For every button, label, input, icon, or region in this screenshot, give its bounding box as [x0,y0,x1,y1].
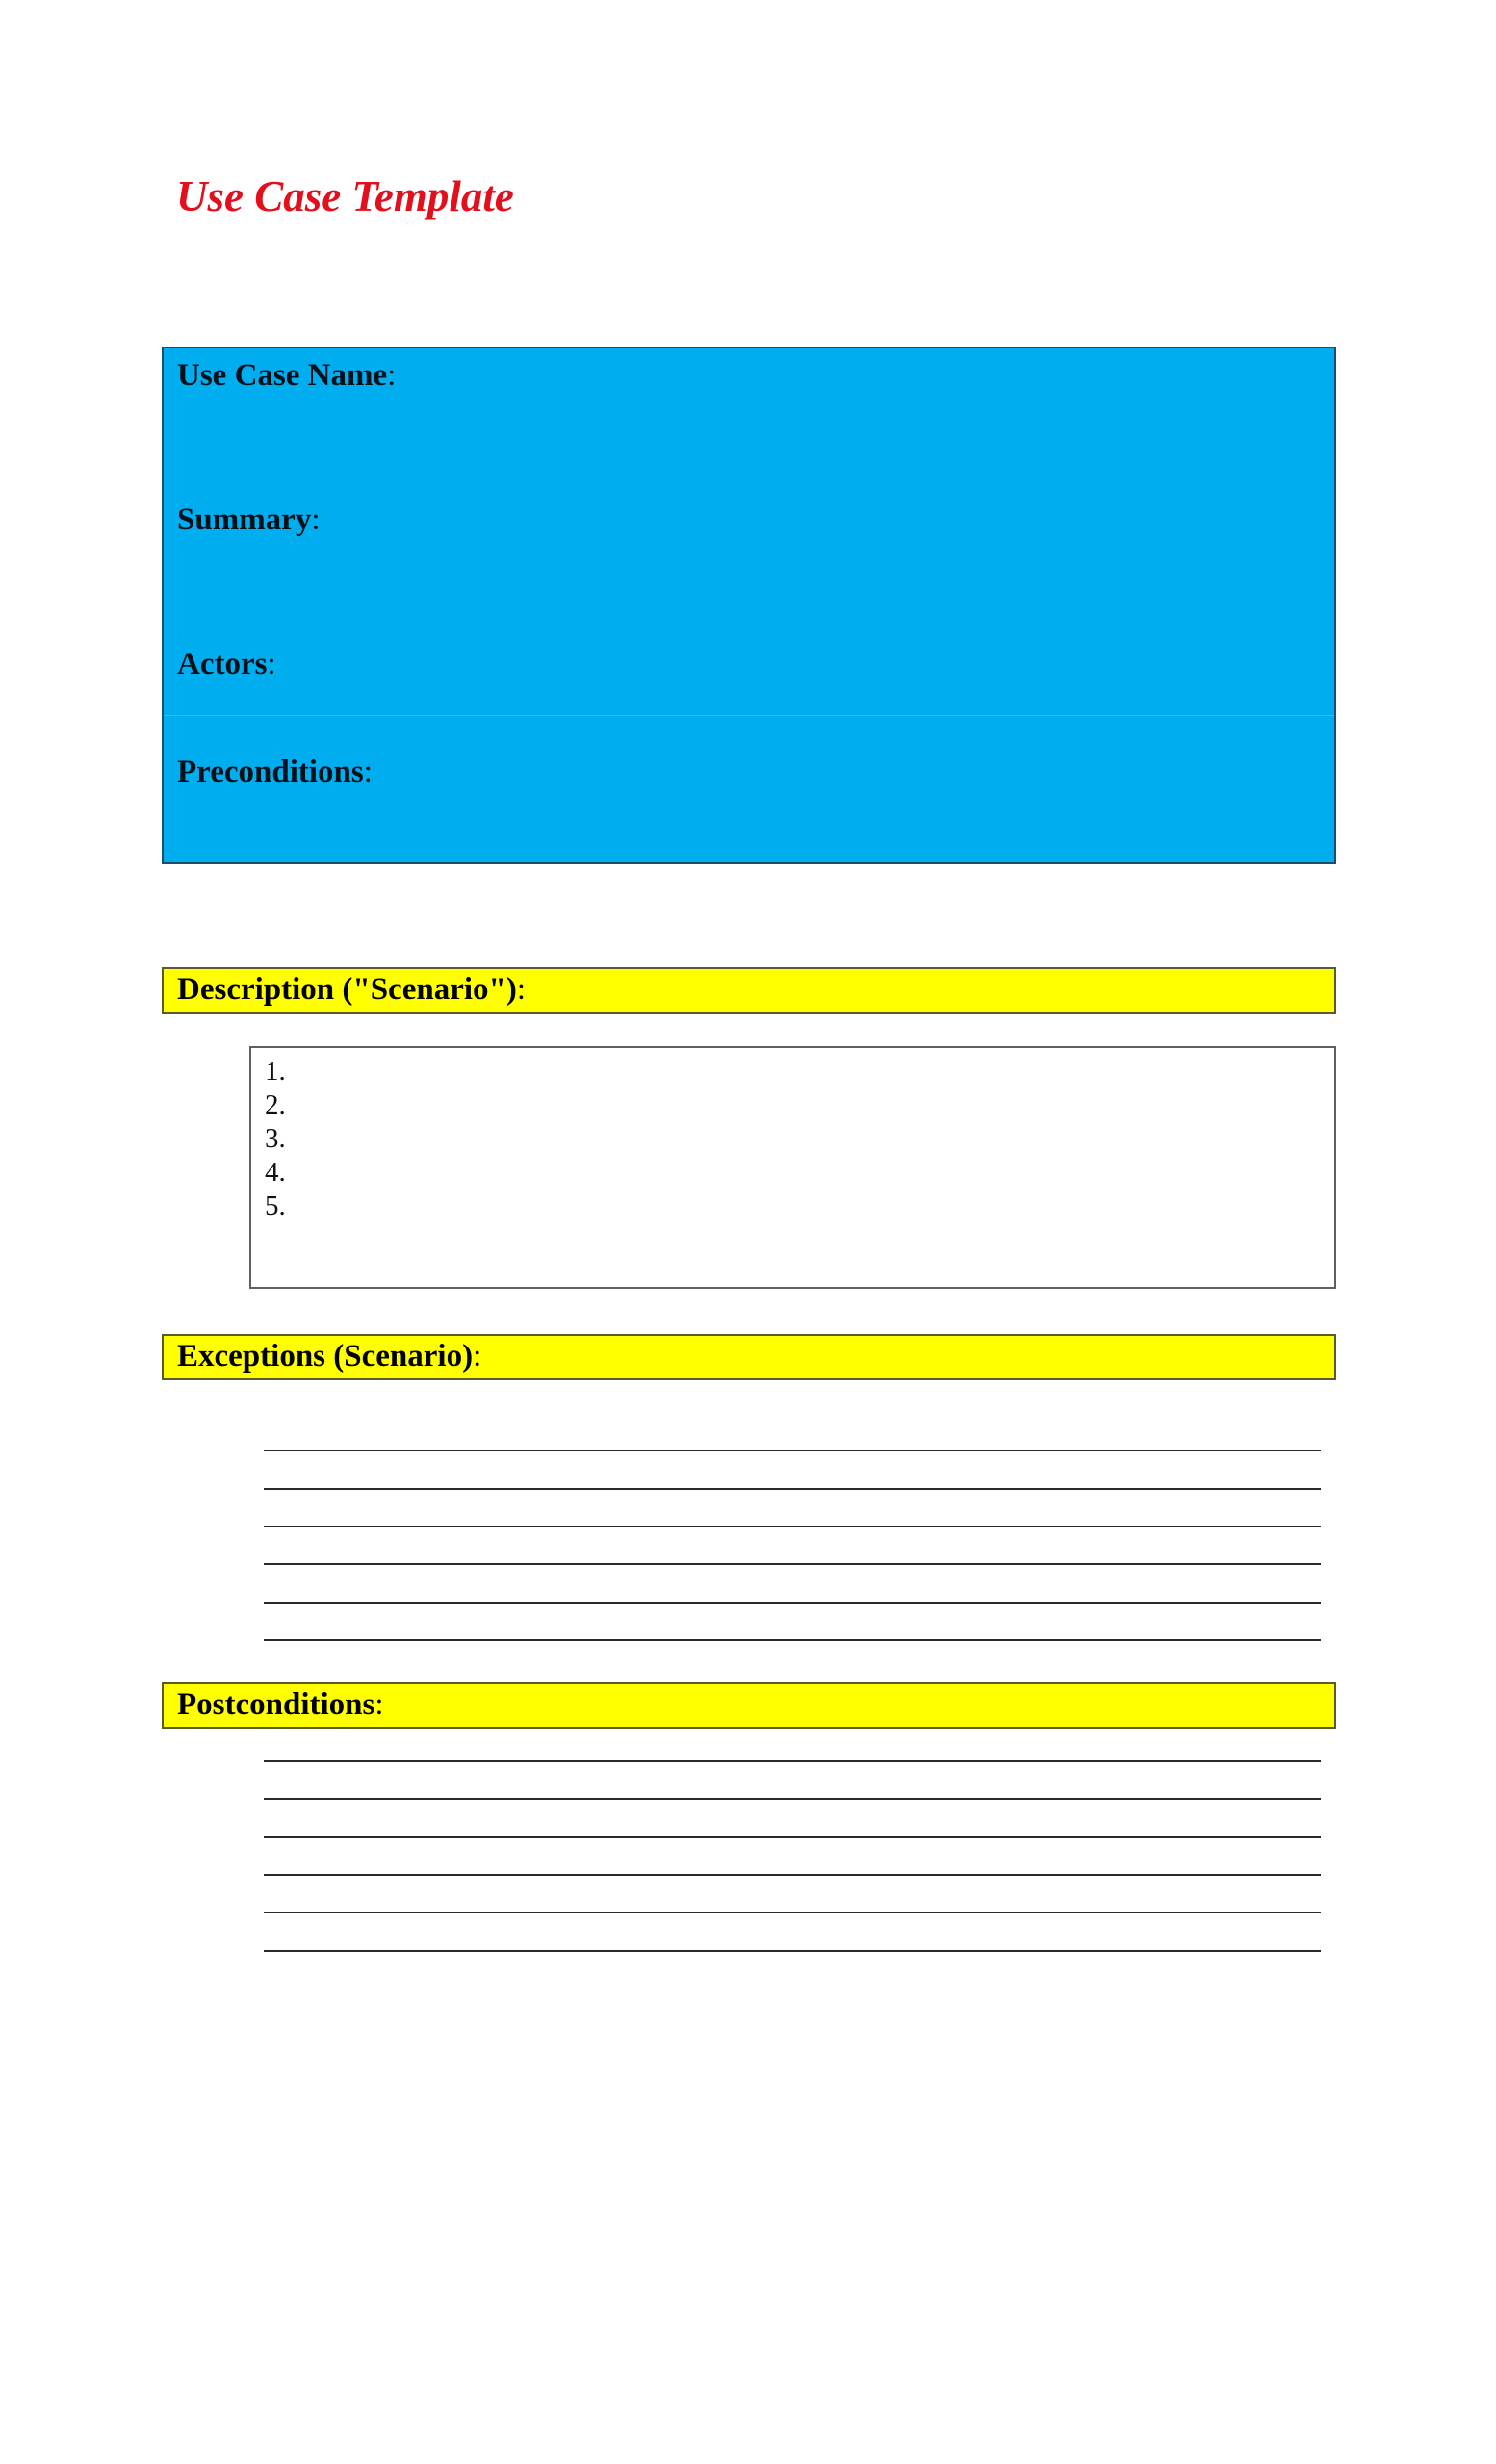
postconditions-blank-line-6[interactable] [264,1950,1321,1952]
document-title: Use Case Template [176,172,514,220]
postconditions-blank-line-2[interactable] [264,1798,1321,1800]
use-case-name-field[interactable] [177,360,396,392]
use-case-name-colon: : [387,358,397,393]
summary-colon: : [311,502,321,537]
exceptions-blank-line-1[interactable] [264,1450,1321,1451]
description-heading [177,974,526,1006]
summary-label: Summary [177,502,312,537]
description-label: Description ("Scenario") [177,972,517,1007]
exceptions-heading [177,1341,481,1373]
postconditions-blank-line-4[interactable] [264,1874,1321,1876]
postconditions-blank-line-1[interactable] [264,1760,1321,1762]
postconditions-label: Postconditions [177,1687,375,1722]
exceptions-blank-line-6[interactable] [264,1639,1321,1641]
preconditions-field[interactable] [177,757,373,788]
exceptions-label: Exceptions (Scenario) [177,1339,474,1373]
postconditions-section-header [162,1682,1336,1729]
use-case-name-label: Use Case Name [177,358,388,393]
description-colon: : [516,972,527,1007]
postconditions-blank-line-5[interactable] [264,1912,1321,1913]
exceptions-blank-line-5[interactable] [264,1602,1321,1604]
postconditions-heading [177,1689,384,1721]
actors-label: Actors [177,647,268,681]
exceptions-blank-line-2[interactable] [264,1488,1321,1490]
header-box-divider [164,715,1334,716]
step-number-4: 4. [265,1157,286,1188]
actors-field[interactable] [177,649,276,680]
use-case-header-box [162,346,1336,864]
step-number-1: 1. [265,1056,286,1087]
preconditions-label: Preconditions [177,755,364,789]
actors-colon: : [267,647,276,681]
exceptions-blank-line-3[interactable] [264,1526,1321,1527]
preconditions-colon: : [363,755,373,789]
exceptions-colon: : [473,1339,482,1373]
description-steps-box[interactable] [249,1046,1336,1289]
postconditions-blank-line-3[interactable] [264,1836,1321,1838]
step-number-5: 5. [265,1191,286,1221]
step-number-3: 3. [265,1123,286,1154]
summary-field[interactable] [177,504,321,536]
exceptions-section-header [162,1334,1336,1380]
description-section-header [162,967,1336,1014]
exceptions-blank-line-4[interactable] [264,1563,1321,1565]
postconditions-colon: : [374,1687,384,1722]
step-number-2: 2. [265,1090,286,1120]
